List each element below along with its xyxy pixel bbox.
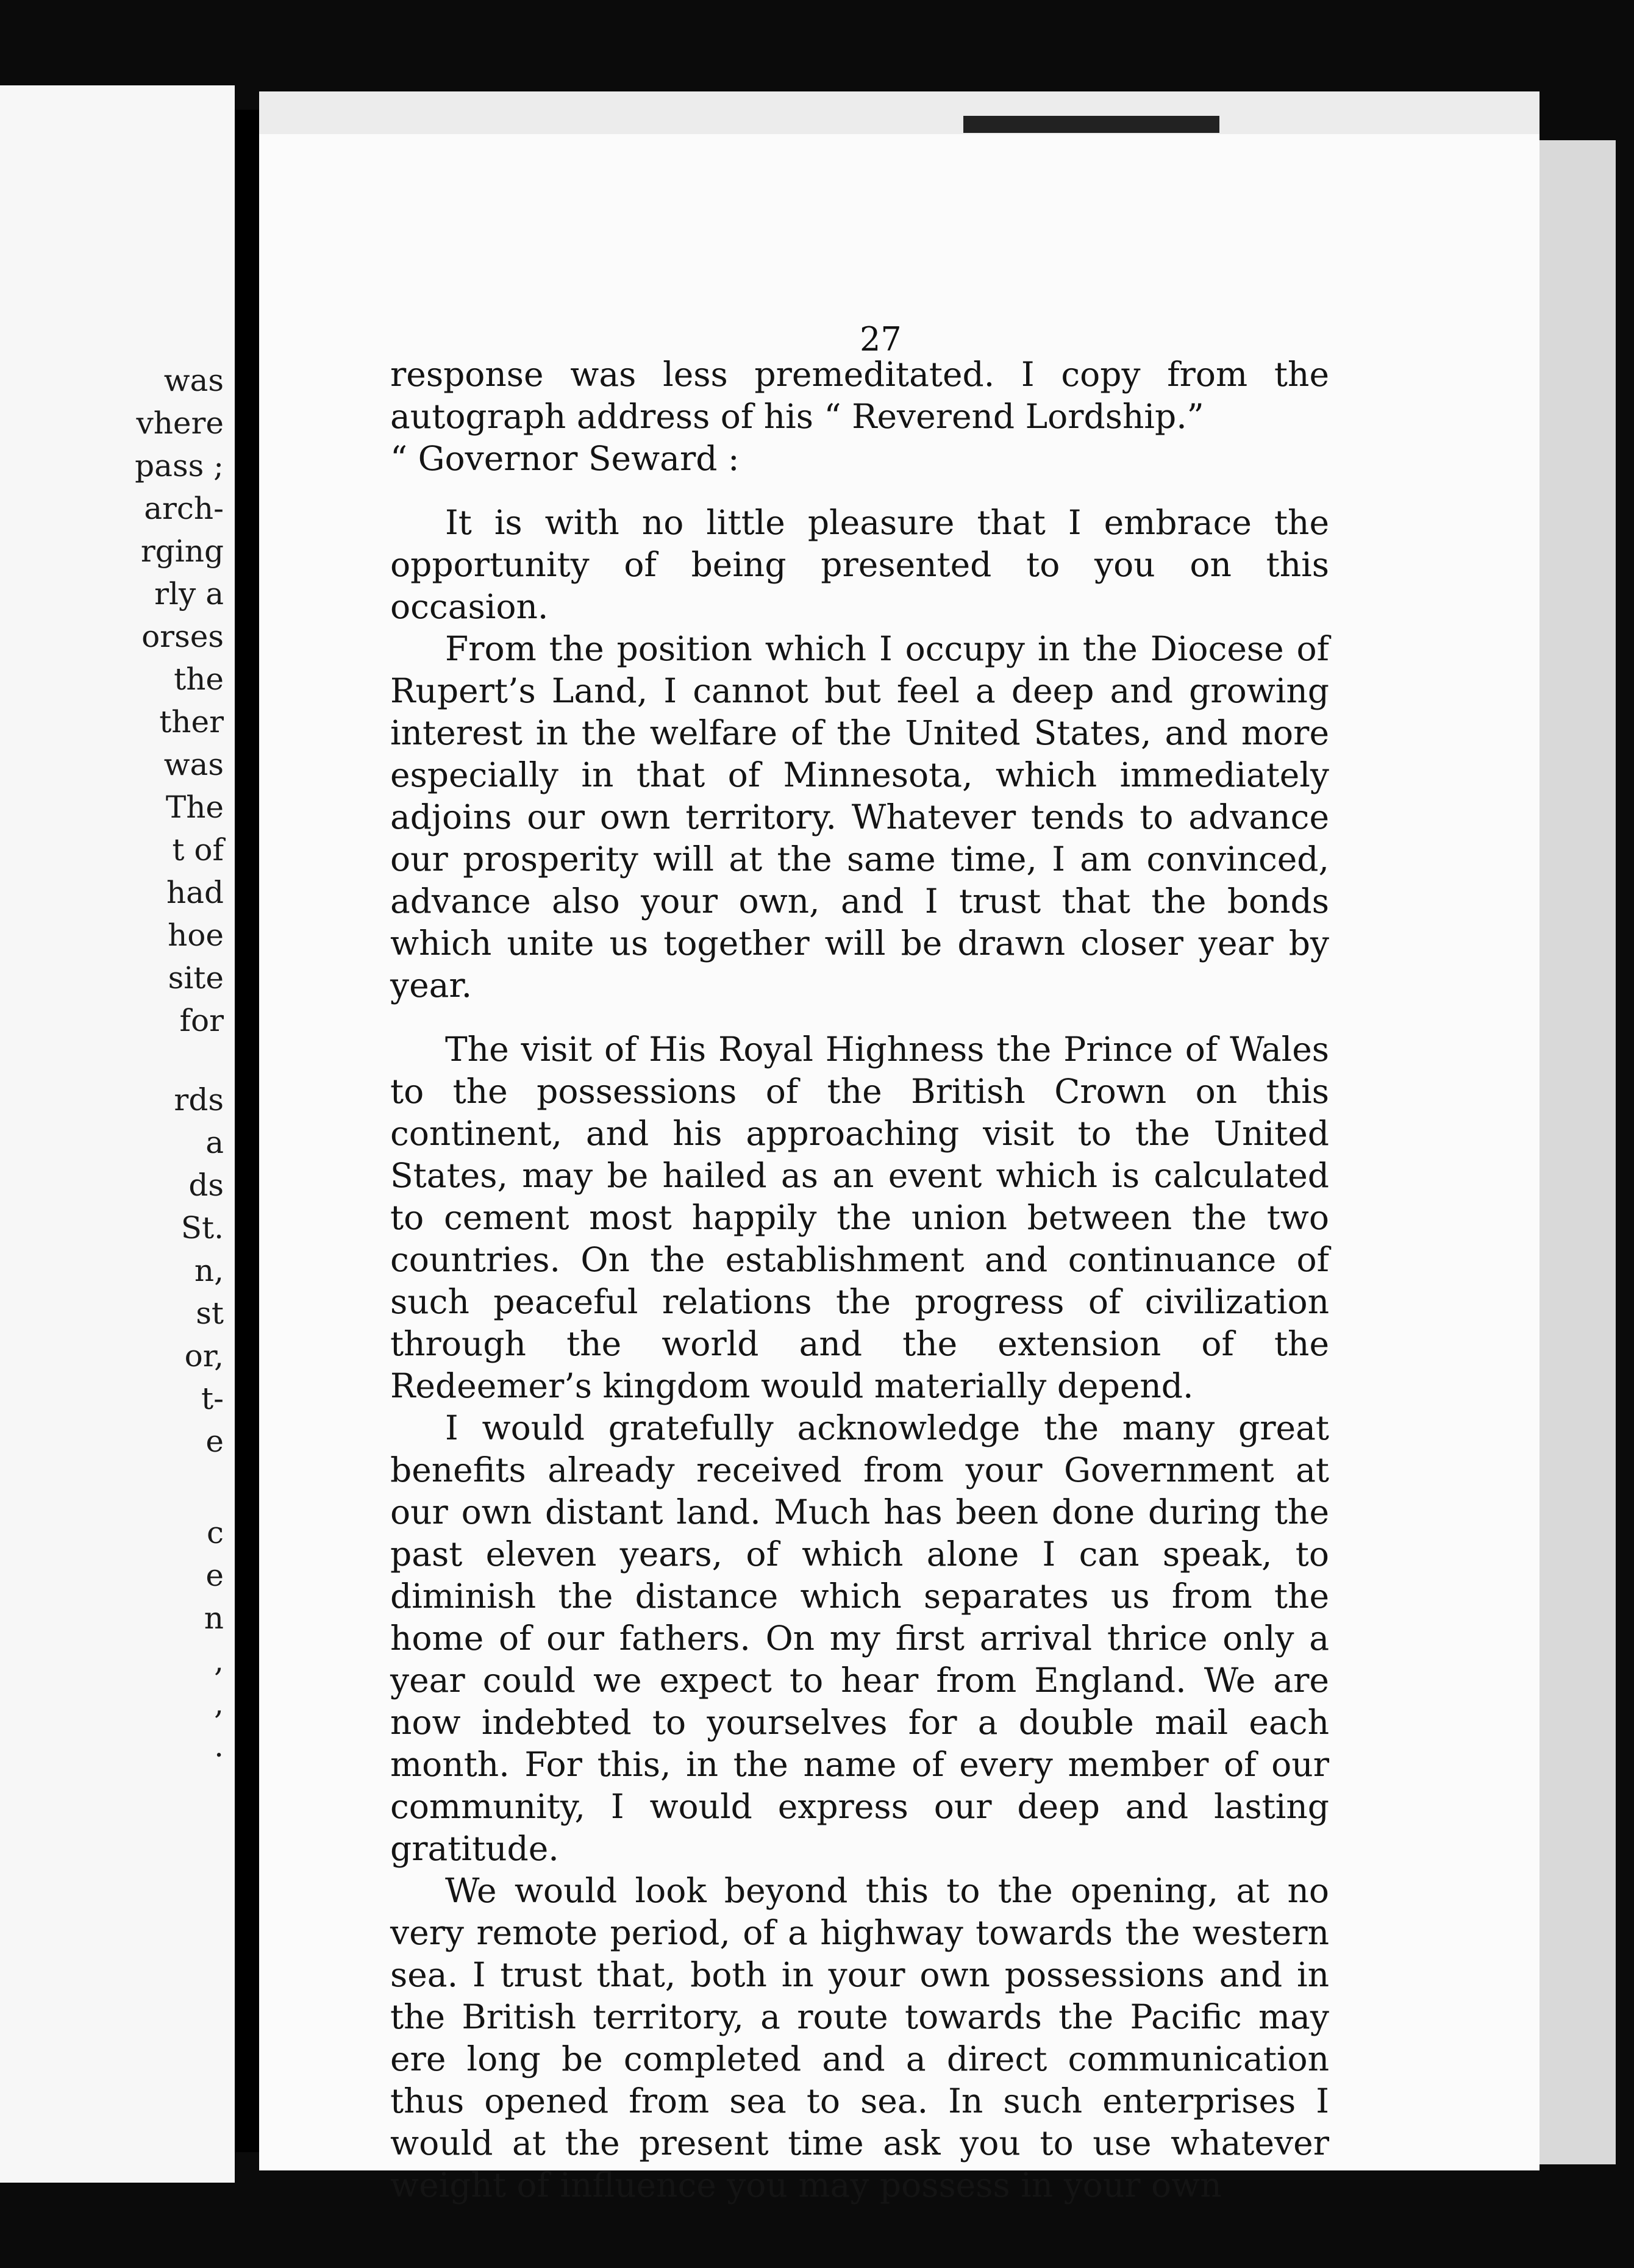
left-fragment: was — [163, 747, 224, 782]
page-text — [390, 354, 1329, 2206]
left-fragment: vhere — [136, 405, 224, 441]
left-fragment: t of — [172, 832, 224, 868]
left-fragment: a — [205, 1125, 224, 1160]
paragraph: The visit of His Royal Highness the Prince of Wales to the possessions of the British Crown on this continent, and his approaching visit to the United States, may be hailed as an event which is calculated to cement most happily the union between the two countries. On the establishment and continuance of such peaceful relations the progress of civilization through the world and the extension of the Redeemer’s kingdom would materially depend. — [390, 1030, 1329, 1405]
left-fragment: c — [206, 1515, 224, 1550]
left-fragment: ds — [188, 1168, 224, 1203]
left-fragment: for — [179, 1003, 224, 1038]
left-fragment: . — [214, 1728, 224, 1764]
left-fragment: e — [205, 1424, 224, 1459]
left-fragment: ther — [159, 704, 224, 740]
left-fragment: st — [196, 1296, 224, 1331]
paragraph: I would gratefully acknowledge the many great benefits already received from your Government at our own distant land. Much has been done during the past eleven years, of which alone I can speak, to diminish the distance which separates us from the home of our fathers. On my first arrival thrice only a year could we expect to hear from England. We are now indebted to yourselves for a double mail each month. For this, in the name of every member of our community, I would express our deep and lasting gratitude. — [390, 1408, 1329, 1868]
left-fragment: , — [214, 1686, 224, 1721]
left-fragment: St. — [180, 1210, 224, 1246]
left-fragment: orses — [141, 619, 224, 654]
paragraph: We would look beyond this to the opening, at no very remote period, of a highway towards the western sea. I trust that, both in your own possessions and in the British territory, a route towards the Pacific may ere long be completed and a direct communication thus opened from sea to sea. In such enterprises I would at the present time ask you to use whatever weight of influence you may possess in your own — [390, 1871, 1329, 2205]
left-fragment: e — [205, 1558, 224, 1593]
paragraph: “ Governor Seward : — [390, 439, 740, 478]
left-fragment: the — [174, 661, 224, 697]
left-fragment: The — [165, 790, 224, 825]
left-fragment: , — [214, 1643, 224, 1678]
book-gutter — [235, 110, 259, 2152]
left-page — [0, 85, 235, 2183]
left-fragment: rging — [140, 533, 224, 569]
left-fragment: pass ; — [135, 448, 224, 483]
left-fragment: arch- — [144, 491, 224, 526]
page-top-strip — [259, 91, 1539, 134]
left-fragment: rds — [174, 1082, 224, 1118]
left-fragment: hoe — [168, 918, 224, 953]
left-fragment: had — [166, 875, 224, 910]
paragraph: response was less premeditated. I copy from the autograph address of his “ Reverend Lordship.” — [390, 355, 1329, 436]
paragraph: From the position which I occupy in the Diocese of Rupert’s Land, I cannot but feel a deep and growing interest in the welfare of the United States, and more especially in that of Minnesota, which immediately adjoins our own territory. Whatever tends to advance our prosperity will at the same time, I am convinced, advance also your own, and I trust that the bonds which unite us together will be drawn closer year by year. — [390, 629, 1329, 1005]
page-number: 27 — [860, 320, 902, 358]
left-fragment: n, — [194, 1253, 224, 1288]
paragraph: It is with no little pleasure that I embrace the opportunity of being presented to you on this occasion. — [390, 503, 1329, 626]
left-fragment: or, — [184, 1338, 224, 1374]
left-fragment: was — [163, 363, 224, 398]
left-fragment: t- — [201, 1381, 224, 1416]
left-fragment: n — [204, 1600, 224, 1636]
left-fragment: rly a — [154, 576, 224, 612]
page-top-bar — [963, 116, 1219, 133]
left-fragment: site — [168, 960, 224, 996]
